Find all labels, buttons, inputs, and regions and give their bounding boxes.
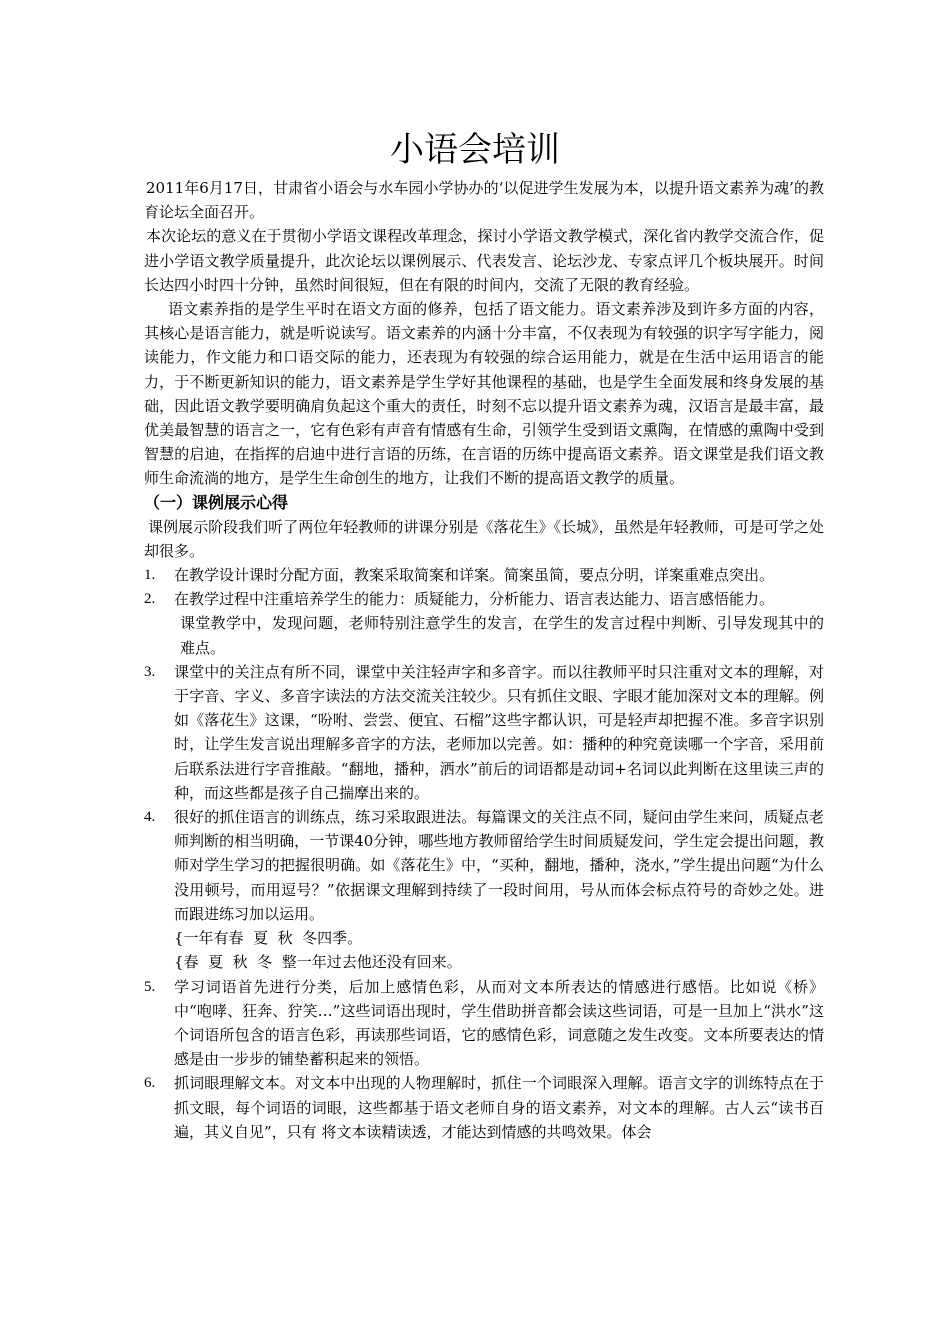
insights-list-continued [144,975,824,1144]
list-item [144,975,824,1072]
example-line: {春 夏 秋 冬 整一年过去他还没有回来。 [174,953,462,972]
list-item [144,805,824,926]
list-item [144,1071,824,1144]
list-item-text: 很好的抓住语言的训练点，练习采取跟进法。每篇课文的关注点不同，疑问由学生来问，质疑点老师判断的相当明确，一节课40分钟，哪些地方教师留给学生时间质疑发问，学生定会提出问题，教师对学生学习的把握很明确。如《落花生》中，“买种，翻地，播种，浇水，”学生提出问题“为什么没用顿号，而用逗号？”依据课文理解到持续了一段时间用，号从而体会标点符号的奇妙之处。进而跟进练习加以运用。 [174,808,824,923]
example-line: {一年有春 夏 秋 冬四季。 [174,929,363,948]
document-body [144,176,824,1144]
document-title: 小语会培训 [390,130,560,170]
paragraph-literacy: 语文素养指的是学生平时在语文方面的修养，包括了语文能力。语文素养涉及到许多方面的内容，其核心是语言能力，就是听说读写。语文素养的内涵十分丰富，不仅表现为有较强的识字写字能力，阅读能力，作文能力和口语交际的能力，还表现为有较强的综合运用能力，就是在生活中运用语言的能力，于不断更新知识的能力，语文素养是学生学好其他课程的基础，也是学生全面发展和终身发展的基础，因此语文教学要明确肩负起这个重大的责任，时刻不忘以提升语文素养为魂，汉语言是最丰富，最优美最智慧的语言之一，它有色彩有声音有情感有生命，引领学生受到语文熏陶，在情感的熏陶中受到智慧的启迪，在指挥的启迪中进行言语的历练，在言语的历练中提高语文素养。语文课堂是我们语文教师生命流淌的地方，是学生生命创生的地方，让我们不断的提高语文教学的质量。 [144,300,824,488]
list-item [144,563,824,587]
list-item [144,587,824,660]
section-intro: 课例展示阶段我们听了两位年轻教师的讲课分别是《落花生》《长城》，虽然是年轻教师，可是可学之处却很多。 [144,517,824,560]
list-number: 2. [144,591,156,608]
list-item-text: 在教学过程中注重培养学生的能力：质疑能力，分析能力、语言表达能力、语言感悟能力。 [174,590,775,609]
section-heading: （一）课例展示心得 [144,492,289,512]
paragraph-intro: 2011年6月17日，甘肃省小语会与水车园小学协办的‘以促进学生发展为本，以提升语文素养为魂’的教育论坛全面召开。 [144,179,824,222]
list-number: 6. [144,1075,156,1092]
list-item-text: 学习词语首先进行分类，后加上感情色彩，从而对文本所表达的情感进行感悟。比如说《桥》中“咆哮、狂奔、狞笑…”这些词语出现时，学生借助拼音都会读这些词语，可是一旦加上“洪水”这个词语所包含的语言色彩，再读那些词语，它的感情色彩，词意随之发生改变。文本所要表达的情感是由一步步的铺垫蓄积起来的领悟。 [174,977,824,1069]
list-number: 4. [144,809,156,826]
list-number: 1. [144,567,156,584]
list-number: 5. [144,978,156,995]
list-item-text: 抓词眼理解文本。对文本中出现的人物理解时，抓住一个词眼深入理解。语言文字的训练特点在于抓文眼，每个词语的词眼，这些都基于语文老师自身的语文素养，对文本的理解。古人云“读书百遍，其义自见”，只有 将文本读精读透，才能达到情感的共鸣效果。体会 [174,1074,824,1141]
list-item-text: 课堂中的关注点有所不同，课堂中关注轻声字和多音字。而以往教师平时只注重对文本的理解，对于字音、字义、多音字读法的方法交流关注较少。只有抓住文眼、字眼才能加深对文本的理解。例如《落花生》这课，“吩咐、尝尝、便宜、石榴”这些字都认识，可是轻声却把握不准。多音字识别时，让学生发言说出理解多音字的方法，老师加以完善。如：播种的种究竟读哪一个字音，采用前后联系法进行字音推敲。“翻地，播种，洒水”前后的词语都是动词+名词以此判断在这里读三声的种，而这些都是孩子自己揣摩出来的。 [174,662,824,802]
list-item-continuation: 课堂教学中，发现问题，老师特别注意学生的发言，在学生的发言过程中判断、引导发现其中的难点。 [180,614,824,657]
list-number: 3. [144,663,156,680]
insights-list [144,563,824,926]
paragraph-forum-meaning: 本次论坛的意义在于贯彻小学语文课程改革理念，探讨小学语文教学模式，深化省内教学交流合作，促进小学语文教学质量提升，此次论坛以课例展示、代表发言、论坛沙龙、专家点评几个板块展开。时间长达四小时四十分钟，虽然时间很短，但在有限的时间内，交流了无限的教育经验。 [144,227,824,294]
list-item [144,660,824,805]
list-item-text: 在教学设计课时分配方面，教案采取简案和详案。简案虽简，要点分明，详案重难点突出。 [174,566,775,585]
